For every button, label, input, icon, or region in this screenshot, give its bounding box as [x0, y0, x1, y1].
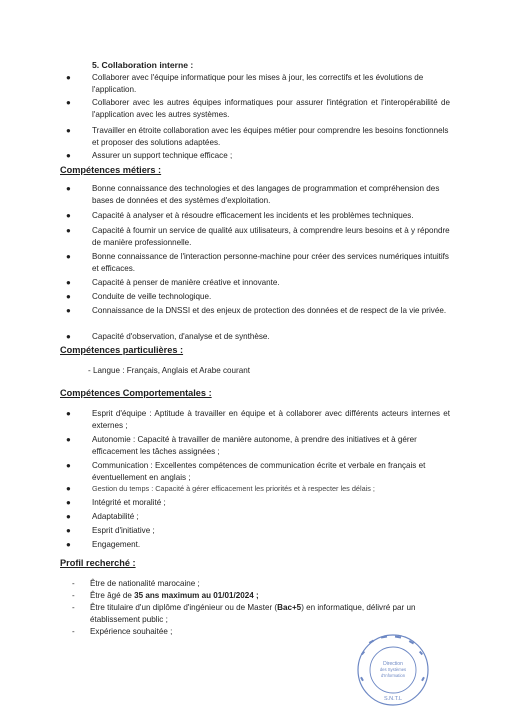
profil-item-bold: 35 ans maximum au 01/01/2024 ;	[134, 591, 259, 600]
bullet-icon: ●	[66, 306, 71, 315]
list-item: Intégrité et moralité ;	[92, 498, 166, 507]
list-item: Bonne connaissance de l'interaction personne-machine pour créer des services numériques intuitifs et efficaces.	[92, 252, 449, 273]
bullet-icon: ●	[66, 211, 71, 220]
stamp-text-1: Direction	[383, 661, 403, 667]
list-item: Esprit d'initiative ;	[92, 526, 155, 535]
profil-item-text: Être de nationalité marocaine ;	[90, 579, 200, 588]
bullet-icon: ●	[66, 484, 71, 493]
bullet-icon: ●	[66, 435, 71, 444]
profil-item-text: Expérience souhaitée ;	[90, 627, 173, 636]
bullet-icon: ●	[66, 332, 71, 341]
bullet-icon: ●	[66, 184, 71, 193]
list-item: Communication : Excellentes compétences de communication écrite et verbale en français et éventuellement en anglais ;	[92, 461, 426, 482]
bullet-icon: ●	[66, 151, 71, 160]
section-collaboration-title: 5. Collaboration interne :	[92, 60, 194, 70]
list-item: Assurer un support technique efficace ;	[92, 151, 233, 160]
dash-icon: -	[72, 579, 75, 588]
profil-item-text: Être titulaire d'un diplôme d'ingénieur ou de Master (	[90, 603, 278, 612]
list-item: Connaissance de la DNSSI et des enjeux de protection des données et de respect de la vie privée.	[92, 306, 447, 315]
profil-item-text: ) en informatique, délivré par un établissement public ;	[90, 603, 416, 624]
profil-item	[90, 590, 452, 602]
profil-item	[90, 578, 452, 590]
profil-recherche-title: Profil recherché :	[60, 558, 136, 568]
bullet-icon: ●	[66, 126, 71, 135]
competences-metiers-title: Compétences métiers :	[60, 165, 162, 175]
dash-icon: -	[72, 591, 75, 600]
profil-item-text: Être âgé de	[90, 591, 135, 600]
list-item: Conduite de veille technologique.	[92, 292, 212, 301]
list-item: Capacité à fournir un service de qualité aux utilisateurs, à comprendre leurs besoins et à y répondre de manière professionnelle.	[92, 226, 450, 247]
bullet-icon: ●	[66, 252, 71, 261]
competences-comportementales-title: Compétences Comportementales :	[60, 388, 212, 398]
list-item: Capacité d'observation, d'analyse et de synthèse.	[92, 332, 270, 341]
bullet-icon: ●	[66, 278, 71, 287]
bullet-icon: ●	[66, 409, 71, 418]
profil-item	[90, 602, 452, 626]
list-item: Bonne connaissance des technologies et des langages de programmation et compréhension des bases de données et des systèmes d'exploitation.	[92, 184, 440, 205]
list-item: Travailler en étroite collaboration avec les équipes métier pour comprendre les besoins fonctionnels et proposer des solutions adaptées.	[92, 126, 449, 147]
bullet-icon: ●	[66, 226, 71, 235]
list-item: Capacité à penser de manière créative et innovante.	[92, 278, 280, 287]
stamp-text-3: d'Information	[380, 673, 406, 678]
bullet-icon: ●	[66, 292, 71, 301]
bullet-icon: ●	[66, 512, 71, 521]
profil-item-bold: Bac+5	[277, 603, 302, 612]
list-item: Collaborer avec les autres équipes informatiques pour assurer l'intégration et l'interopérabilité de l'application avec les autres systèmes.	[92, 98, 450, 119]
stamp-bottom-text: S.N.T.L	[383, 696, 403, 702]
dash-icon: -	[72, 627, 75, 636]
list-item: Autonomie : Capacité à travailler de manière autonome, à prendre des initiatives et à gérer efficacement les tâches assignées ;	[92, 435, 417, 456]
list-item: Capacité à analyser et à résoudre efficacement les incidents et les problèmes techniques.	[92, 211, 414, 220]
bullet-icon: ●	[66, 461, 71, 470]
list-item: Collaborer avec l'équipe informatique pour les mises à jour, les correctifs et les évolutions de l'application.	[92, 73, 424, 94]
bullet-icon: ●	[66, 526, 71, 535]
bullet-icon: ●	[66, 73, 71, 82]
list-item: Engagement.	[92, 540, 141, 549]
langue-line: - Langue : Français, Anglais et Arabe courant	[88, 366, 250, 375]
bullet-icon: ●	[66, 540, 71, 549]
list-item: Esprit d'équipe : Aptitude à travailler en équipe et à collaborer avec différents acteurs internes et externes ;	[92, 409, 450, 430]
list-item: Adaptabilité ;	[92, 512, 139, 521]
list-item: Gestion du temps : Capacité à gérer efficacement les priorités et à respecter les délais ;	[92, 484, 375, 493]
bullet-icon: ●	[66, 498, 71, 507]
dash-icon: -	[72, 603, 75, 612]
stamp-text-2: des Systèmes	[379, 667, 407, 672]
official-stamp	[355, 632, 431, 708]
competences-particulieres-title: Compétences particulières :	[60, 345, 184, 355]
bullet-icon: ●	[66, 98, 71, 107]
